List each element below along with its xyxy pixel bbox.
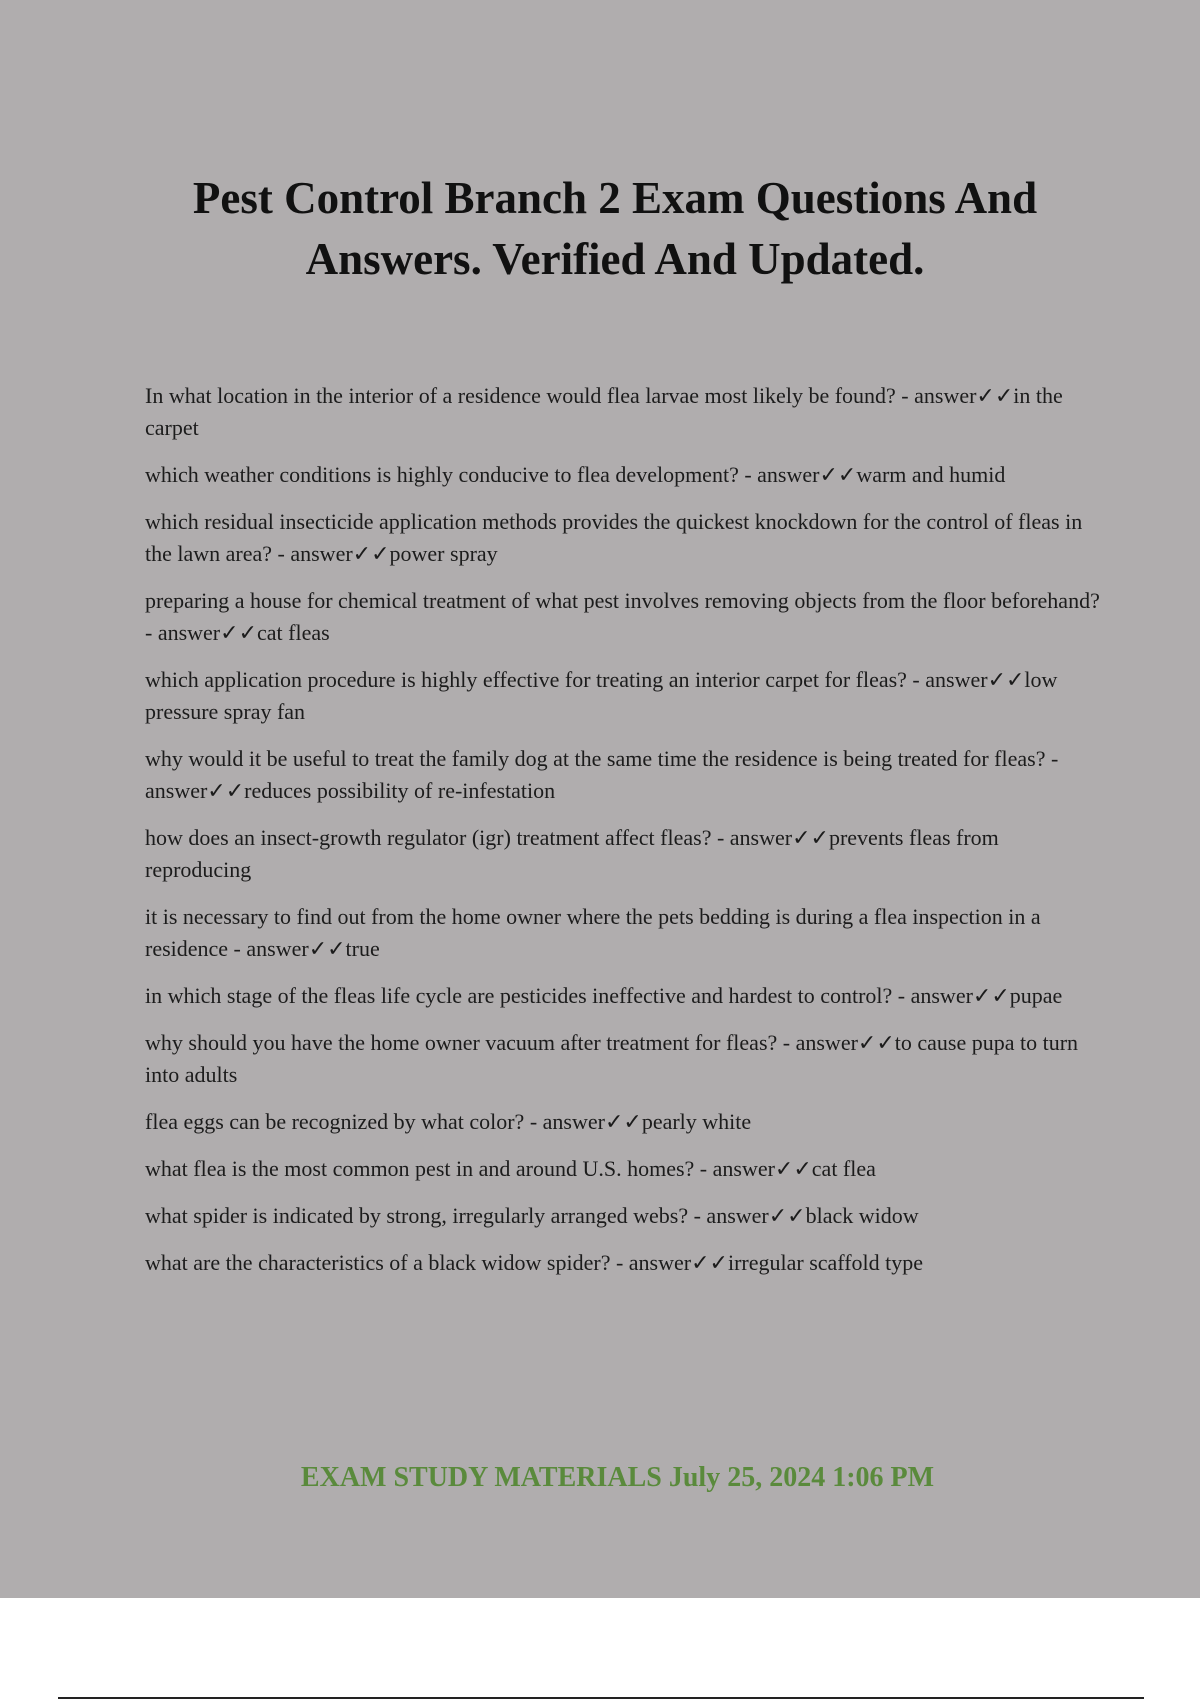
question-answer-item: in which stage of the fleas life cycle are pesticides ineffective and hardest to control? - answer✓✓pupae bbox=[145, 983, 1063, 1008]
question-answer-item: which weather conditions is highly conducive to flea development? - answer✓✓warm and humid bbox=[145, 462, 1006, 487]
question-answer-item: it is necessary to find out from the home owner where the pets bedding is during a flea inspection in a residence - answer✓✓true bbox=[145, 904, 1041, 961]
question-answer-item: what are the characteristics of a black widow spider? - answer✓✓irregular scaffold type bbox=[145, 1250, 924, 1275]
question-answer-item: why should you have the home owner vacuum after treatment for fleas? - answer✓✓to cause pupa to turn into adults bbox=[145, 1030, 1079, 1087]
question-answer-item: why would it be useful to treat the family dog at the same time the residence is being treated for fleas? - answer✓✓reduces possibility of re-infestation bbox=[145, 746, 1059, 803]
question-answer-item: how does an insect-growth regulator (igr) treatment affect fleas? - answer✓✓prevents fleas from reproducing bbox=[145, 825, 999, 882]
question-answer-item: In what location in the interior of a residence would flea larvae most likely be found? - answer✓✓in the carpet bbox=[145, 383, 1063, 440]
footer-watermark: EXAM STUDY MATERIALS July 25, 2024 1:06 PM bbox=[300, 1462, 935, 1493]
question-answer-item: what spider is indicated by strong, irregularly arranged webs? - answer✓✓black widow bbox=[145, 1203, 919, 1228]
question-answer-item: flea eggs can be recognized by what color? - answer✓✓pearly white bbox=[145, 1109, 752, 1134]
page-title: Pest Control Branch 2 Exam Questions And Answers. Verified And Updated. bbox=[192, 173, 1038, 284]
question-answer-item: what flea is the most common pest in and around U.S. homes? - answer✓✓cat flea bbox=[145, 1156, 876, 1181]
question-answer-item: which application procedure is highly effective for treating an interior carpet for fleas? - answer✓✓low pressure spray fan bbox=[145, 667, 1058, 724]
question-answer-item: preparing a house for chemical treatment of what pest involves removing objects from the floor beforehand? - answer✓✓cat fleas bbox=[145, 588, 1100, 645]
bottom-divider bbox=[58, 1697, 1144, 1699]
question-list bbox=[145, 380, 1100, 1279]
question-answer-item: which residual insecticide application methods provides the quickest knockdown for the control of fleas in the lawn area? - answer✓✓power spray bbox=[145, 509, 1083, 566]
